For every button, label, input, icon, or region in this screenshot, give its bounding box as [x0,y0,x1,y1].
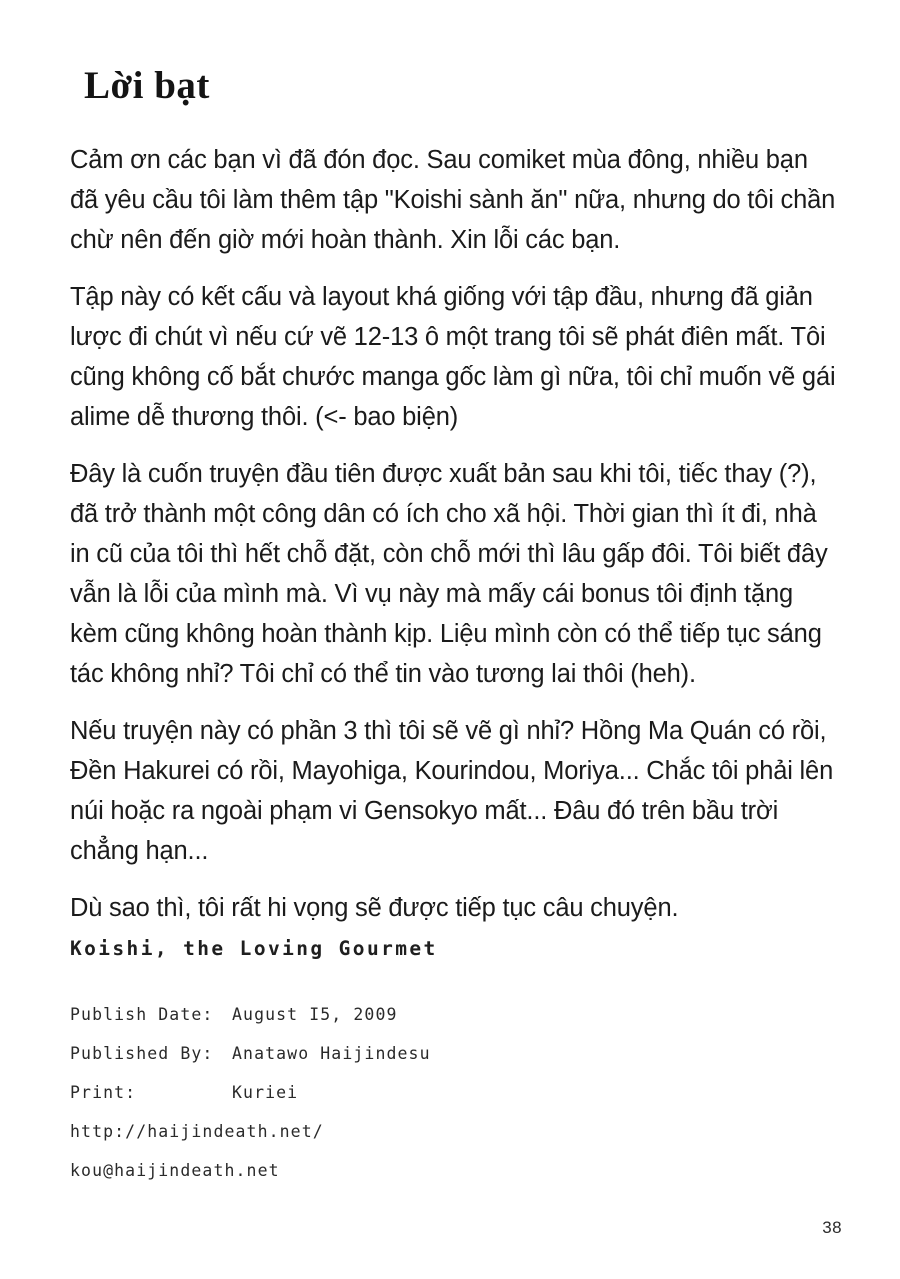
colophon-label: Publish Date: [70,1005,214,1024]
colophon-label: Published By: [70,1044,214,1063]
paragraph: Đây là cuốn truyện đầu tiên được xuất bản sau khi tôi, tiếc thay (?), đã trở thành một công dân có ích cho xã hội. Thời gian thì ít đi, nhà in cũ của tôi thì hết chỗ đặt, còn chỗ mới thì lâu gấp đôi. Tôi biết đây vẫn là lỗi của mình mà. Vì vụ này mà mấy cái bonus tôi định tặng kèm cũng không hoàn thành kịp. Liệu mình còn có thể tiếp tục sáng tác không nhỉ? Tôi chỉ có thể tin vào tương lai thôi (heh). [70,460,828,688]
colophon-value: Kuriei [232,1083,299,1102]
page-number: 38 [822,1218,842,1237]
afterword-body [70,140,836,928]
email-address[interactable]: kou@haijindeath.net [70,1161,280,1180]
paragraph: Cảm ơn các bạn vì đã đón đọc. Sau comiket mùa đông, nhiều bạn đã yêu cầu tôi làm thêm tập "Koishi sành ăn" nữa, nhưng do tôi chần chừ nên đến giờ mới hoàn thành. Xin lỗi các bạn. [70,146,836,254]
colophon [70,936,670,1190]
paragraph: Dù sao thì, tôi rất hi vọng sẽ được tiếp tục câu chuyện. [70,894,679,922]
colophon-row-print [70,1073,670,1112]
colophon-title: Koishi, the Loving Gourmet [70,937,438,960]
colophon-value: August I5, 2009 [232,1005,398,1024]
colophon-row-published-by [70,1034,670,1073]
paragraph: Nếu truyện này có phần 3 thì tôi sẽ vẽ gì nhỉ? Hồng Ma Quán có rồi, Đền Hakurei có rồi, Mayohiga, Kourindou, Moriya... Chắc tôi phải lên núi hoặc ra ngoài phạm vi Gensokyo mất... Đâu đó trên bầu trời chẳng hạn... [70,717,834,865]
paragraph: Tập này có kết cấu và layout khá giống với tập đầu, nhưng đã giản lược đi chút vì nếu cứ vẽ 12-13 ô một trang tôi sẽ phát điên mất. Tôi cũng không cố bắt chước manga gốc làm gì nữa, tôi chỉ muốn vẽ gái alime dễ thương thôi. (<- bao biện) [70,283,836,431]
website-url[interactable]: http://haijindeath.net/ [70,1122,324,1141]
colophon-row-publish-date [70,995,670,1034]
page-title: Lời bạt [84,64,210,107]
colophon-label: Print: [70,1083,137,1102]
colophon-value: Anatawo Haijindesu [232,1044,431,1063]
